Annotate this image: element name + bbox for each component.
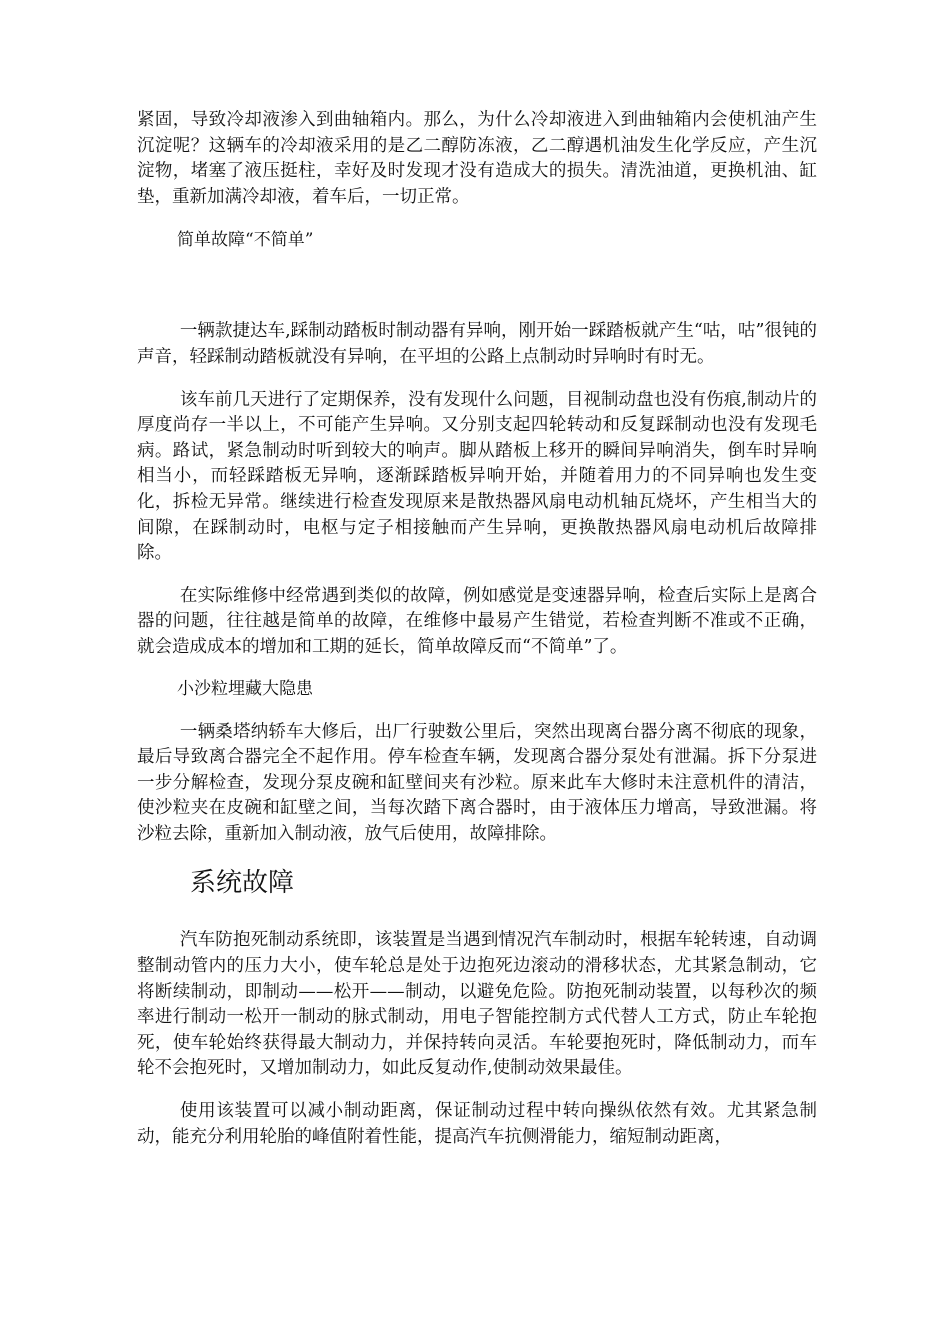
section-heading-system-fault: 系统故障 xyxy=(190,868,295,899)
subheading-simple-fault: 简单故障“不简单” xyxy=(177,230,314,251)
subheading-sand-grain: 小沙粒埋藏大隐患 xyxy=(177,678,313,699)
paragraph-santana-clutch: 一辆桑塔纳轿车大修后，出厂行驶数公里后，突然出现离台器分离不彻底的现象，最后导致离合器完全不起作用。停车检查车辆，发现离合器分泵处有泄漏。拆下分泵进一步分解检查，发现分泵皮碗和缸壁间夹有沙粒。原来此车大修时未注意机件的清洁，使沙粒夹在皮碗和缸壁之间，当每次踏下离合器时，由于液体压力增高，导致泄漏。将沙粒去除，重新加入制动液，放气后使用，故障排除。 xyxy=(137,721,817,844)
paragraph-jetta-brake-noise: 一辆款捷达车,踩制动踏板时制动器有异响，刚开始一踩踏板就产生“咕，咕”很钝的声音，轻踩制动踏板就没有异响，在平坦的公路上点制动时异响时有时无。 xyxy=(137,321,817,367)
document-page xyxy=(137,108,817,1150)
paragraph-brake-diagnosis: 该车前几天进行了定期保养，没有发现什么问题，目视制动盘也没有伤痕,制动片的厚度尚存一半以上，不可能产生异响。又分别支起四轮转动和反复踩制动也没有发现毛病。路试，紧急制动时听到较大的响声。脚从踏板上移开的瞬间异响消失，倒车时异响相当小，而轻踩踏板无异响，逐渐踩踏板异响开始，并随着用力的不同异响也发生变化，拆检无异常。继续进行检查发现原来是散热器风扇电动机轴瓦烧坏，产生相当大的间隙，在踩制动时，电枢与定子相接触而产生异响，更换散热器风扇电动机后故障排除。 xyxy=(137,389,817,564)
paragraph-abs-benefits: 使用该装置可以减小制动距离，保证制动过程中转向操纵依然有效。尤其紧急制动，能充分利用轮胎的峰值附着性能，提高汽车抗侧滑能力，缩短制动距离， xyxy=(137,1101,817,1147)
paragraph-abs-description: 汽车防抱死制动系统即，该装置是当遇到情况汽车制动时，根据车轮转速，自动调整制动管内的压力大小，使车轮总是处于边抱死边滚动的滑移状态，尤其紧急制动，它将断续制动，即制动——松开——制动，以避免危险。防抱死制动装置，以每秒次的频率进行制动一松开一制动的脉式制动，用电子智能控制方式代替人工方式，防止车轮抱死，使车轮始终获得最大制动力，并保持转向灵活。车轮要抱死时，降低制动力，而车轮不会抱死时，又增加制动力，如此反复动作,使制动效果最佳。 xyxy=(137,930,817,1079)
paragraph-repair-lesson: 在实际维修中经常遇到类似的故障，例如感觉是变速器异响，检查后实际上是离合器的问题，往往越是简单的故障，在维修中最易产生错觉，若检查判断不准或不正确，就会造成成本的增加和工期的延长，简单故障反而“不简单”了。 xyxy=(137,585,817,657)
paragraph-coolant-conclusion: 紧固，导致冷却液渗入到曲轴箱内。那么，为什么冷却液进入到曲轴箱内会使机油产生沉淀呢？这辆车的冷却液采用的是乙二醇防冻液，乙二醇遇机油发生化学反应，产生沉淀物，堵塞了液压挺柱，幸好及时发现才没有造成大的损失。清洗油道，更换机油、缸垫，重新加满冷却液，着车后，一切正常。 xyxy=(137,110,817,207)
